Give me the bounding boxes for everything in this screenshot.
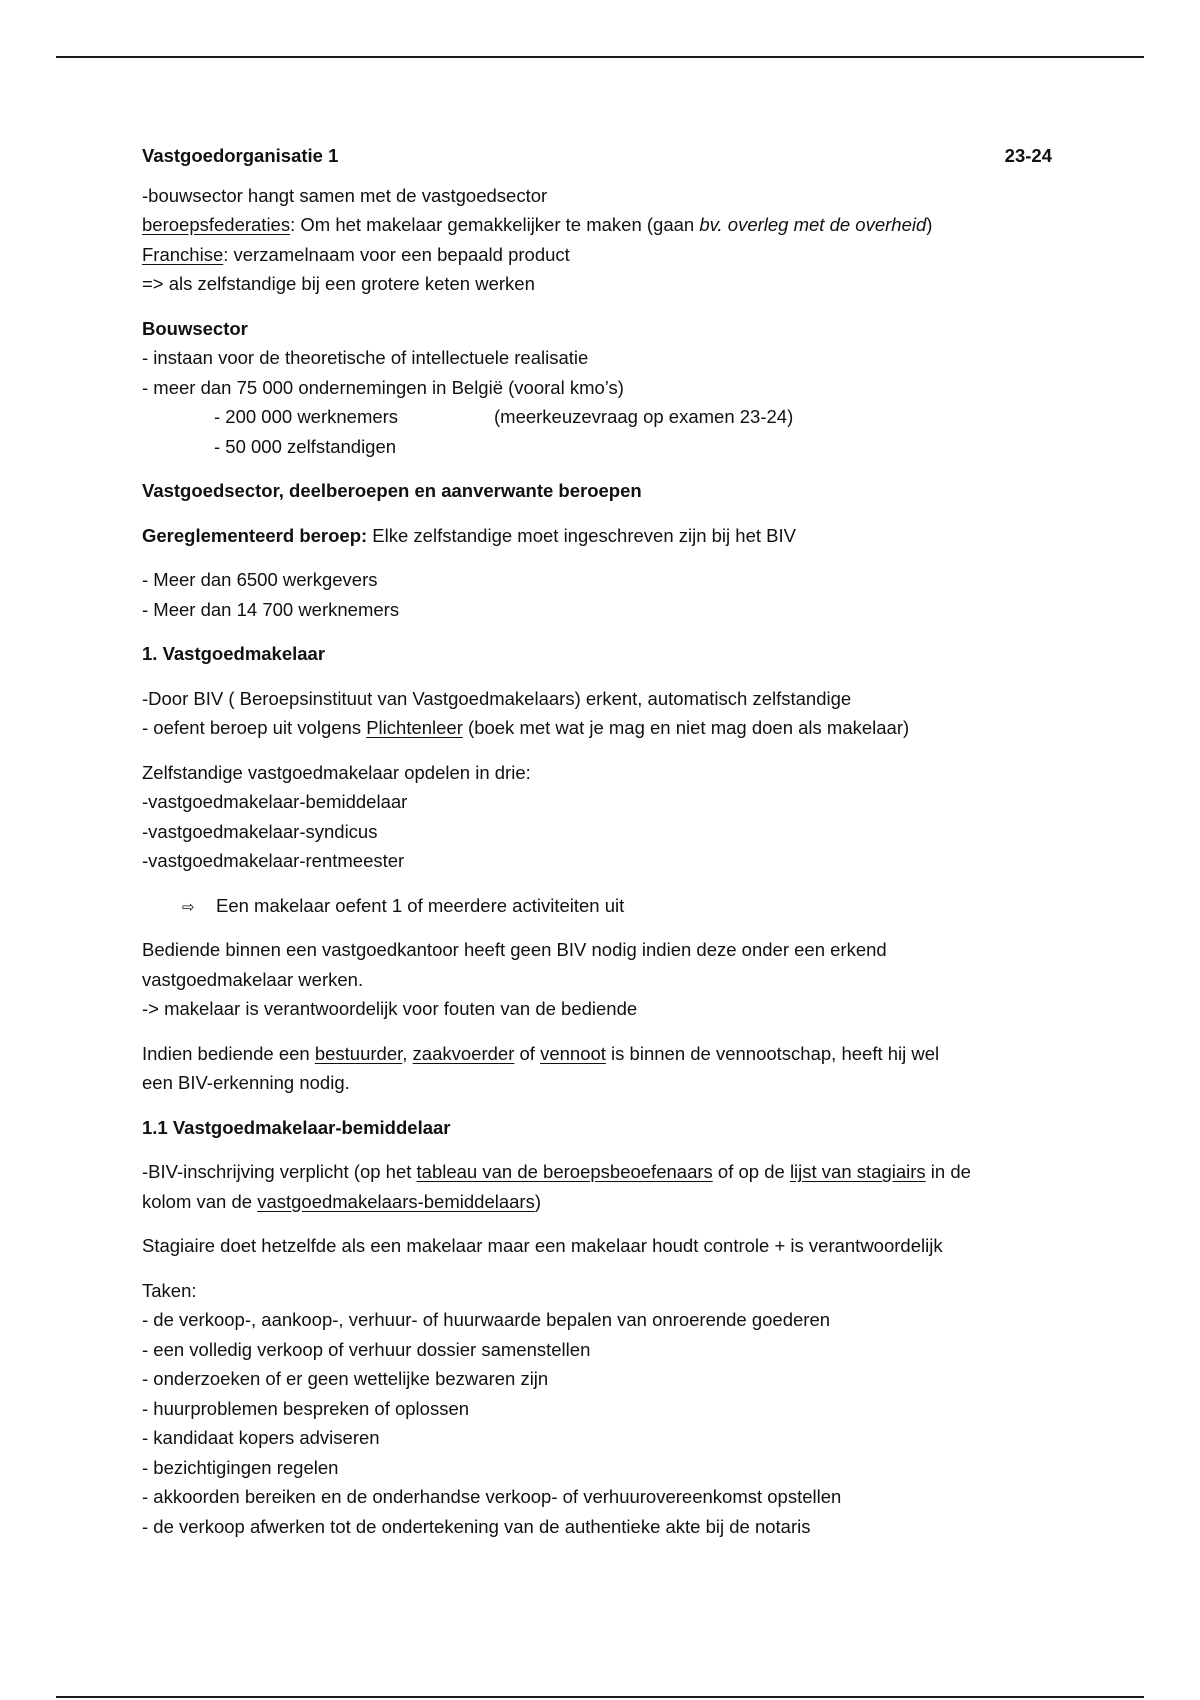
heading-vastgoedmakelaar: 1. Vastgoedmakelaar <box>142 643 326 664</box>
intro-line-2-end: ) <box>926 214 933 235</box>
bemiddelaar-line-1-post: in de <box>925 1161 971 1182</box>
intro-line-2 <box>142 210 1052 240</box>
arrow-bullet <box>142 891 1052 921</box>
bemiddelaar-line-2-pre: kolom van de <box>142 1190 258 1212</box>
stagiaire-line: Stagiaire doet hetzelfde als een makelaar maar een makelaar houdt controle + is verantwoordelijk <box>142 1235 943 1256</box>
term-bestuurder: bestuurder <box>314 1042 403 1064</box>
intro-line-4: => als zelfstandige bij een grotere keten werken <box>142 273 535 294</box>
heading-vastgoedsector: Vastgoedsector, deelberoepen en aanverwante beroepen <box>142 480 642 501</box>
makelaar-line-1: -Door BIV ( Beroepsinstituut van Vastgoedmakelaars) erkent, automatisch zelfstandige <box>142 687 852 709</box>
bouwsector-line-1: - instaan voor de theoretische of intellectuele realisatie <box>142 347 589 368</box>
top-rule <box>56 56 1144 58</box>
makelaar-line-2-post: (boek met wat je mag en niet mag doen als makelaar) <box>462 717 910 738</box>
bediende-line-2: vastgoedmakelaar werken. <box>142 968 364 990</box>
gereglementeerd-line <box>142 521 1052 551</box>
intro-line-3-text: : verzamelnaam voor een bepaald product <box>223 243 570 265</box>
indien-line-2: een BIV-erkenning nodig. <box>142 1072 350 1093</box>
heading-bemiddelaar: 1.1 Vastgoedmakelaar-bemiddelaar <box>142 1116 451 1138</box>
term-lijst-stagiairs: lijst van stagiairs <box>789 1161 926 1182</box>
intro-line-3 <box>142 240 1052 270</box>
document-year: 23-24 <box>1004 145 1052 166</box>
list-item: - huurproblemen bespreken of oplossen <box>142 1397 470 1419</box>
bouwsector-line-2: - meer dan 75 000 ondernemingen in België (vooral kmo’s) <box>142 376 624 398</box>
term-vastgoedmakelaars-bemiddelaars: vastgoedmakelaars-bemiddelaars <box>257 1190 535 1212</box>
vastgoedsector-line-1: - Meer dan 6500 werkgevers <box>142 569 378 590</box>
indien-post: is binnen de vennootschap, heeft hij wel <box>605 1042 940 1064</box>
list-item: - de verkoop afwerken tot de ondertekening van de authentieke akte bij de notaris <box>142 1515 811 1537</box>
heading-bouwsector: Bouwsector <box>142 317 248 339</box>
term-plichtenleer: Plichtenleer <box>366 717 463 738</box>
intro-line-1: -bouwsector hangt samen met de vastgoedsector <box>142 184 548 206</box>
bouwsector-line-3 <box>142 402 1052 432</box>
list-item: - onderzoeken of er geen wettelijke bezwaren zijn <box>142 1368 549 1389</box>
bouwsector-line-4: - 50 000 zelfstandigen <box>214 435 397 457</box>
term-franchise: Franchise <box>142 243 224 265</box>
bediende-line-1: Bediende binnen een vastgoedkantoor heeft geen BIV nodig indien deze onder een erkend <box>142 939 887 960</box>
term-vennoot: vennoot <box>540 1042 606 1064</box>
document-header <box>142 141 1052 171</box>
bemiddelaar-line-2-post: ) <box>534 1190 542 1212</box>
gereglementeerd-text: Elke zelfstandige moet ingeschreven zijn bij het BIV <box>367 524 796 546</box>
gereglementeerd-label: Gereglementeerd beroep: <box>142 524 368 546</box>
term-zaakvoerder: zaakvoerder <box>412 1042 515 1064</box>
document-body <box>142 141 1052 1541</box>
list-item: - bezichtigingen regelen <box>142 1456 339 1478</box>
makelaar-line-4: -vastgoedmakelaar-bemiddelaar <box>142 791 408 812</box>
indien-sep-1: , <box>402 1042 413 1064</box>
arrow-right-icon: ⇨ <box>182 898 195 916</box>
bemiddelaar-line-1 <box>142 1157 1052 1187</box>
vastgoedsector-line-2: - Meer dan 14 700 werknemers <box>142 598 400 620</box>
bottom-rule <box>56 1696 1144 1698</box>
arrow-bullet-text: Een makelaar oefent 1 of meerdere activiteiten uit <box>216 894 625 916</box>
indien-line-1 <box>142 1039 1052 1069</box>
indien-sep-2: of <box>514 1042 541 1064</box>
exam-note: (meerkeuzevraag op examen 23-24) <box>494 406 794 427</box>
term-beroepsfederaties: beroepsfederaties <box>142 214 291 235</box>
taken-label: Taken: <box>142 1279 197 1301</box>
indien-pre: Indien bediende een <box>142 1042 315 1064</box>
intro-line-2-text: : Om het makelaar gemakkelijker te maken (gaan <box>290 214 700 235</box>
list-item: - een volledig verkoop of verhuur dossier samenstellen <box>142 1338 591 1360</box>
bediende-line-3: -> makelaar is verantwoordelijk voor fouten van de bediende <box>142 998 638 1019</box>
term-tableau: tableau van de beroepsbeoefenaars <box>416 1161 713 1182</box>
makelaar-line-5: -vastgoedmakelaar-syndicus <box>142 820 378 842</box>
makelaar-line-2 <box>142 713 1052 743</box>
list-item: - akkoorden bereiken en de onderhandse verkoop- of verhuurovereenkomst opstellen <box>142 1486 842 1507</box>
makelaar-line-6: -vastgoedmakelaar-rentmeester <box>142 850 405 871</box>
bemiddelaar-line-2 <box>142 1187 1052 1217</box>
intro-line-2-italic: bv. overleg met de overheid <box>699 214 927 235</box>
bouwsector-werknemers: - 200 000 werknemers <box>214 406 399 427</box>
makelaar-line-3: Zelfstandige vastgoedmakelaar opdelen in drie: <box>142 761 531 783</box>
list-item: - kandidaat kopers adviseren <box>142 1427 380 1448</box>
document-title: Vastgoedorganisatie 1 <box>142 145 339 166</box>
list-item: - de verkoop-, aankoop-, verhuur- of huurwaarde bepalen van onroerende goederen <box>142 1309 831 1330</box>
bemiddelaar-line-1-mid: of op de <box>712 1161 790 1182</box>
makelaar-line-2-pre: - oefent beroep uit volgens <box>142 717 367 738</box>
bemiddelaar-line-1-pre: -BIV-inschrijving verplicht (op het <box>142 1161 417 1182</box>
